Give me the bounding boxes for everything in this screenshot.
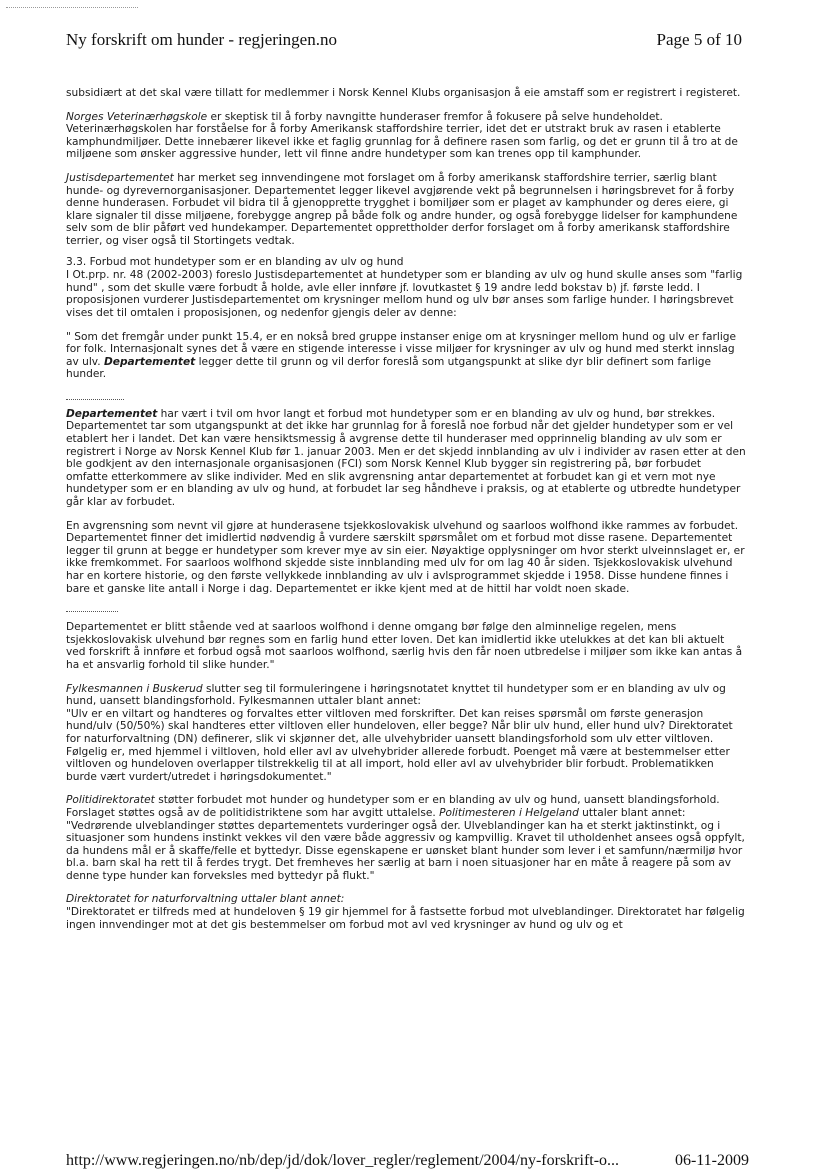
section-heading: 3.3. Forbud mot hundetyper som er en blanding av ulv og hund	[66, 255, 404, 268]
paragraph-justisdepartementet: Justisdepartementet har merket seg innvendingene mot forslaget om å forby amerikansk staffordshire terrier, særlig blant hunde- og dyrevernorganisasjoner. Departementet legger likevel avgjørende vekt på begrunnelsen i høringsbrevet for å forby denne hunderasen. Forbudet vil bidra til å gjenopprette trygghet i bomiljøer som er plaget av kamphunder og deres eiere, gi klare signaler til disse miljøene, forebygge angrep på både folk og andre hunder, og også forebygge lidelser for kamphundene selv som de blir påført ved hundekamper. Departementet opprettholder derfor forslaget om å forby amerikansk staffordshire terrier, og viser også til Stortingets vedtak.	[66, 171, 738, 247]
dotted-separator	[66, 399, 124, 400]
organization-name: Justisdepartementet	[66, 171, 174, 184]
organization-name: Politidirektoratet	[66, 794, 155, 807]
dotted-separator	[66, 611, 118, 612]
paragraph-direktoratet-naturforvaltning	[66, 893, 746, 931]
paragraph-politidirektoratet: Politidirektoratet støtter forbudet mot hunder og hundetyper som er en blanding av ulv og hund, uansett blandingsforhold. Forslaget støttes også av de politidistriktene som har avgitt uttalelse. Politimesteren i Helgeland uttaler blant annet: "Vedrørende ulveblandinger støttes departementets vurderinger også der. Ulveblandinger kan ha et sterkt jaktinstinkt, og i situasjoner som hundens instinkt vekkes vil den være både aggressiv og kampvillig. Kravet til utholdenhet ansees også oppfylt, da hundens mål er å skaffe/felle et byttedyr. Disse egenskapene er uønsket blant hunder som lever i et samfunn/nærmiljø hvor bl.a. barn skal ha rett til å ferdes trygt. Det fremheves her særlig at barn i noen situasjoner har en måte å reagere på som av denne type hunder kan forveksles med byttedyr på flukt."	[66, 794, 745, 882]
paragraph-veterinaerhogskole: Norges Veterinærhøgskole er skeptisk til å forby navngitte hunderaser fremfor å fokusere på selve hundeholdet. Veterinærhøgskolen har forståelse for å forby Amerikansk staffordshire terrier, idet det er utstrakt bruk av rasen i etablerte kamphundmiljøer. Dette innebærer likevel ikke et faglig grunnlag for å definere rasen som farlig, og det er grunn til å tro at de miljøene som ønsker aggressive hunder, lett vil finne andre hundetyper som kan trenes opp til kamphunder.	[66, 110, 738, 161]
organization-name: Direktoratet for naturforvaltning uttaler blant annet:	[66, 893, 345, 906]
footer-url: http://www.regjeringen.no/nb/dep/jd/dok/lover_regler/reglement/2004/ny-forskrift-o...	[66, 1152, 620, 1169]
department-emphasis: Departementet	[66, 407, 158, 420]
header-title: Ny forskrift om hunder - regjeringen.no	[66, 30, 337, 49]
organization-name: Politimesteren i Helgeland	[439, 806, 579, 819]
paragraph-fylkesmannen: Fylkesmannen i Buskerud slutter seg til formuleringene i høringsnotatet knyttet til hundetyper som er en blanding av ulv og hund, uansett blandingsforhold. Fylkesmannen uttaler blant annet: "Ulv er en viltart og handteres og forvaltes etter viltloven med forskrifter. Det kan reises spørsmål om første generasjon hund/ulv (50/50%) skal handteres etter viltloven eller hundeloven, eller begge? Når blir ulv hund, eller hund ulv? Direktoratet for naturforvaltning (DN) definerer, slik vi skjønner det, alle ulvehybrider uansett blandingsforhold som ulv etter viltloven. Følgelig er, med hjemmel i viltloven, hold eller avl av ulvehybrider allerede forbudt. Poenget må være at bestemmelser etter viltloven og hundeloven overlapper tilstrekkelig til at all import, hold eller avl av ulvehybrider blir forbudt. Problematikken burde vært vurdert/utredet i høringsdokumentet."	[66, 682, 733, 783]
footer-date: 06-11-2009	[674, 1152, 749, 1169]
quote-paragraph-3: En avgrensning som nevnt vil gjøre at hunderasene tsjekkoslovakisk ulvehund og saarloos wolfhond ikke rammes av forbudet. Departementet finner det imidlertid nødvendig å vurdere særskilt spørsmålet om et forbud mot disse rasene. Departementet legger til grunn at begge er hundetyper som krever mye av sin eier. Nøyaktige opplysninger om hvor sterkt ulveinnslaget er, er ikke fremkommet. For saarloos wolfhond skjedde siste innblanding med ulv for om lag 40 år siden. Tsjekkoslovakisk ulvehund har en kortere historie, og den første vellykkede innblanding av ulv i avlsprogrammet skjedde i 1958. Disse hundene finnes i bare et ganske lite antall i Norge i dag. Departementet er ikke kjent med at de hittil har voldt noen skade.	[66, 519, 745, 595]
paragraph-otprp: I Ot.prp. nr. 48 (2002-2003) foreslo Justisdepartementet at hundetyper som er blanding av ulv og hund skulle anses som "farlig hund" , som det skulle være forbudt å holde, avle eller innføre jf. lovutkastet § 19 andre ledd bokstav b) jf. første ledd. I proposisjonen vurderer Justisdepartementet om krysninger mellom hund og ulv bør anses som farlige hunder. I høringsbrevet vises det til omtalen i proposisjonen, og nedenfor gjengis deler av denne:	[66, 269, 743, 319]
politimester-quote: "Vedrørende ulveblandinger støttes departementets vurderinger også der. Ulveblandinger kan ha et sterkt jaktinstinkt, og i situasjoner som hundens instinkt vekkes vil den være både aggressiv og kampvillig. Kravet til utholdenhet ansees også oppfylt, da hundens mål er å skaffe/felle et byttedyr. Disse egenskapene er uønsket blant hunder som lever i et samfunn/nærmiljø hvor bl.a. barn skal ha rett til å ferdes trygt. Det fremheves her særlig at barn i noen situasjoner har en måte å reagere på som av denne type hunder kan forveksles med byttedyr på flukt."	[66, 819, 745, 882]
header-page-number: Page 5 of 10	[656, 30, 742, 49]
organization-name: Norges Veterinærhøgskole	[66, 110, 208, 123]
organization-name: Fylkesmannen i Buskerud	[66, 682, 203, 695]
paragraph-amstaff-register: subsidiært at det skal være tillatt for medlemmer i Norsk Kennel Klubs organisasjon å eie amstaff som er registrert i registeret.	[66, 87, 741, 99]
quote-paragraph-1: " Som det fremgår under punkt 15.4, er en nokså bred gruppe instanser enige om at krysninger mellom hund og ulv er farlige for folk. Internasjonalt synes det å være en stigende interesse i visse miljøer for krysninger av ulv og hund med sterkt innslag av ulv. Departementet legger dette til grunn og vil derfor foreslå som utgangspunkt at slike dyr blir definert som farlige hunder.	[66, 330, 737, 381]
department-emphasis: Departementet	[103, 355, 196, 368]
top-dotted-line	[6, 7, 138, 16]
document-body	[66, 87, 746, 942]
quote-paragraph-2: Departementet har vært i tvil om hvor langt et forbud mot hundetyper som er en blanding av ulv og hund, bør strekkes. Departementet tar som utgangspunkt at det ikke har grunnlag for å foreslå noe forbud når det gjelder hundetyper som er vel etablert her i landet. Det kan være hensiktsmessig å avgrense dette til hunderaser med opprinnelig blanding av ulv som er registrert i Norge av Norsk Kennel Klub før 1. januar 2003. Men er det skjedd innblanding av ulv i individer av rasen etter at den ble godkjent av den internasjonale organisasjonen (FCI) som Norsk Kennel Klub bygger sin registrering på, bør forbudet omfatte etterkommere av slike individer. Med en slik avgrensning antar departementet at forbudet kan gi et vern mot nye hundetyper som er en blanding av ulv og hund, at forbudet lar seg håndheve i praksis, og at etablerte og utbredte hundetyper går klar av forbudet.	[66, 407, 746, 509]
fylkesmannen-quote: "Ulv er en viltart og handteres og forvaltes etter viltloven med forskrifter. Det kan reises spørsmål om første generasjon hund/ulv (50/50%) skal handteres etter viltloven eller hundeloven, eller begge? Når blir ulv hund, eller hund ulv? Direktoratet for naturforvaltning (DN) definerer, slik vi skjønner det, alle ulvehybrider uansett blandingsforhold som ulv etter viltloven. Følgelig er, med hjemmel i viltloven, hold eller avl av ulvehybrider allerede forbudt. Poenget må være at bestemmelser etter viltloven og hundeloven overlapper tilstrekkelig til at all import, hold eller avl av ulvehybrider blir forbudt. Problematikken burde vært vurdert/utredet i høringsdokumentet."	[66, 707, 733, 783]
direktoratet-quote: "Direktoratet er tilfreds med at hundeloven § 19 gir hjemmel for å fastsette forbud mot ulveblandinger. Direktoratet har følgelig ingen innvendinger mot at det gis bestemmelser om forbud mot avl ved krysninger av hund og ulv og et	[66, 906, 745, 931]
quote-paragraph-4: Departementet er blitt stående ved at saarloos wolfhond i denne omgang bør følge den alminnelige regelen, mens tsjekkoslovakisk ulvehund bør regnes som en farlig hund etter loven. Det kan imidlertid ikke utelukkes at det kan bli aktuelt ved forskrift å innføre et forbud også mot saarloos wolfhond, særlig hvis den får noen utbredelse i miljøer som ikke kan antas å ha et ansvarlig forhold til slike hunder."	[66, 621, 743, 671]
